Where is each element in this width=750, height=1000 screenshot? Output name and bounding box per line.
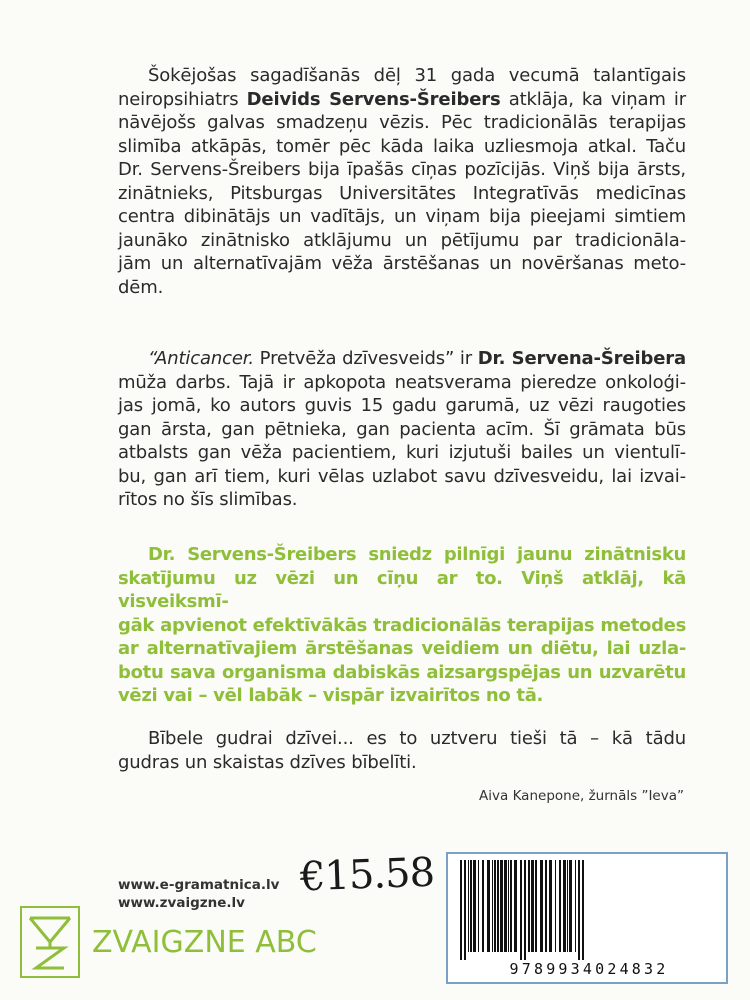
- author-name: Deivids Servens-Šreibers: [246, 88, 501, 110]
- book-title: “Anticancer.: [148, 348, 254, 369]
- p2-line-4: atbalsts gan vēža pacientiem, kuri izjutuši bailes un vientulī-: [118, 442, 686, 463]
- barcode-bar: [563, 860, 566, 952]
- barcode-bar: [510, 860, 512, 952]
- p3-line-3: ar alternatīvajiem ārstēšanas veidiem un diētu, lai uzla-: [118, 638, 686, 659]
- publisher-name: ZVAIGZNE ABC: [92, 924, 317, 960]
- p4-line-1: gudras un skaistas dzīves bībelīti.: [118, 751, 417, 773]
- highlight-paragraph: [118, 543, 686, 708]
- author-name-genitive: Dr. Servena-Šreibera: [477, 348, 686, 369]
- p3-line-4: botu sava organisma dabiskās aizsargspējas un uzvarētu: [118, 661, 686, 683]
- barcode-bar: [520, 860, 522, 960]
- p1-line-0: Šokējošas sagadīšanās dēļ 31 gada vecumā talantīgais: [148, 65, 686, 86]
- barcode-bar: [531, 860, 534, 952]
- barcode-bar: [540, 860, 543, 952]
- blurb-paragraph-1: [118, 64, 686, 299]
- blurb-paragraph-2: [118, 347, 686, 512]
- p1-line-5: zinātnieks, Pitsburgas Universitātes Integratīvās medicīnas: [118, 182, 686, 204]
- barcode-bar: [555, 860, 556, 952]
- barcode-bar: [468, 860, 469, 952]
- p3-line-1: skatījumu uz vēzi un cīņu ar to. Viņš atklāj, kā visveiksmī-: [118, 567, 686, 612]
- p2-line-6: rītos no šīs slimības.: [118, 489, 298, 510]
- barcode-bar: [535, 860, 537, 952]
- barcode-bar: [528, 860, 530, 952]
- p1-line-7: jaunāko zinātnisko atklājumu un pētījumu par tradicionāla-: [118, 229, 686, 251]
- p1-line-4: Dr. Servens-Šreibers bija īpašās cīņas pozīcijās. Viņš bija ārsts,: [118, 159, 686, 180]
- barcode-bar: [524, 860, 526, 960]
- p1-line-8: jām un alternatīvajām vēža ārstēšanas un novēršanas meto-: [118, 253, 686, 274]
- barcode-bar: [487, 860, 490, 952]
- barcode-bar: [460, 860, 462, 960]
- barcode-bar: [504, 860, 507, 952]
- barcode-bar: [569, 860, 572, 952]
- p3-line-5: vēzi vai – vēl labāk – vispār izvairītos no tā.: [118, 685, 544, 706]
- link-zvaigzne[interactable]: www.zvaigzne.lv: [118, 895, 245, 911]
- barcode-bar: [492, 860, 493, 952]
- isbn-number: 9789934024832: [509, 960, 669, 978]
- barcode-bar: [549, 860, 552, 952]
- barcode-bar: [582, 860, 584, 960]
- p3-line-0: Dr. Servens-Šreibers sniedz pilnīgi jaunu zinātnisku: [148, 544, 686, 565]
- barcode-bar: [497, 860, 499, 952]
- barcode-bar: [508, 860, 509, 952]
- p1-line-6: centra dibinātājs un vadītājs, un viņam bija pieejami simtiem: [118, 206, 686, 227]
- barcode-bar: [578, 860, 580, 960]
- p3-line-2: gāk apvienot efektīvākās tradicionālās terapijas metodes: [118, 614, 686, 636]
- p2-line-3: gan ārsta, gan pētnieka, gan pacienta acīm. Šī grāmata būs: [118, 418, 686, 440]
- barcode-bar: [500, 860, 503, 952]
- barcode-bar: [473, 860, 476, 952]
- barcode-bar: [478, 860, 479, 952]
- barcode-bar: [494, 860, 496, 952]
- barcode-bar: [470, 860, 472, 952]
- p1-line-2: nāvējošs galvas smadzeņu vēzis. Pēc tradicionālās terapijas: [118, 112, 686, 133]
- p2-line-0: “Anticancer. Pretvēža dzīvesveids” ir Dr. Servena-Šreibera: [148, 348, 686, 369]
- barcode-icon: [456, 860, 722, 960]
- review-quote: [118, 727, 686, 774]
- isbn-barcode: [446, 852, 728, 984]
- publisher-logo: [20, 906, 317, 978]
- barcode-bar: [575, 860, 576, 952]
- zvaigzne-abc-logo-icon: [20, 906, 80, 978]
- barcode-bar: [482, 860, 484, 952]
- price-label: €15.58: [299, 849, 435, 901]
- p1-line-3: slimība atkāpās, tomēr pēc kāda laika uzliesmoja atkal. Taču: [118, 135, 686, 157]
- p2-line-5: bu, gan arī tiem, kuri vēlas uzlabot savu dzīvesveidu, lai izvai-: [118, 465, 686, 487]
- p4-line-0: Bībele gudrai dzīvei... es to uztveru tieši tā – kā tādu: [148, 728, 686, 749]
- barcode-bar: [545, 860, 547, 952]
- p1-line-1: neiropsihiatrs Deivids Servens-Šreibers atklāja, ka viņam ir: [118, 88, 686, 110]
- barcode-bar: [559, 860, 561, 952]
- p1-line-9: dēm.: [118, 276, 164, 298]
- barcode-bar: [464, 860, 466, 960]
- barcode-bar: [514, 860, 517, 952]
- p2-line-1: mūža darbs. Tajā ir apkopota neatsverama pieredze onkoloģi-: [118, 371, 686, 393]
- barcode-bar: [567, 860, 568, 952]
- quote-attribution: Aiva Kanepone, žurnāls ”Ieva”: [479, 788, 684, 804]
- link-e-gramatnica[interactable]: www.e-gramatnica.lv: [118, 877, 280, 893]
- p2-line-2: jas jomā, ko autors guvis 15 gadu garumā, uz vēzi raugoties: [118, 395, 686, 416]
